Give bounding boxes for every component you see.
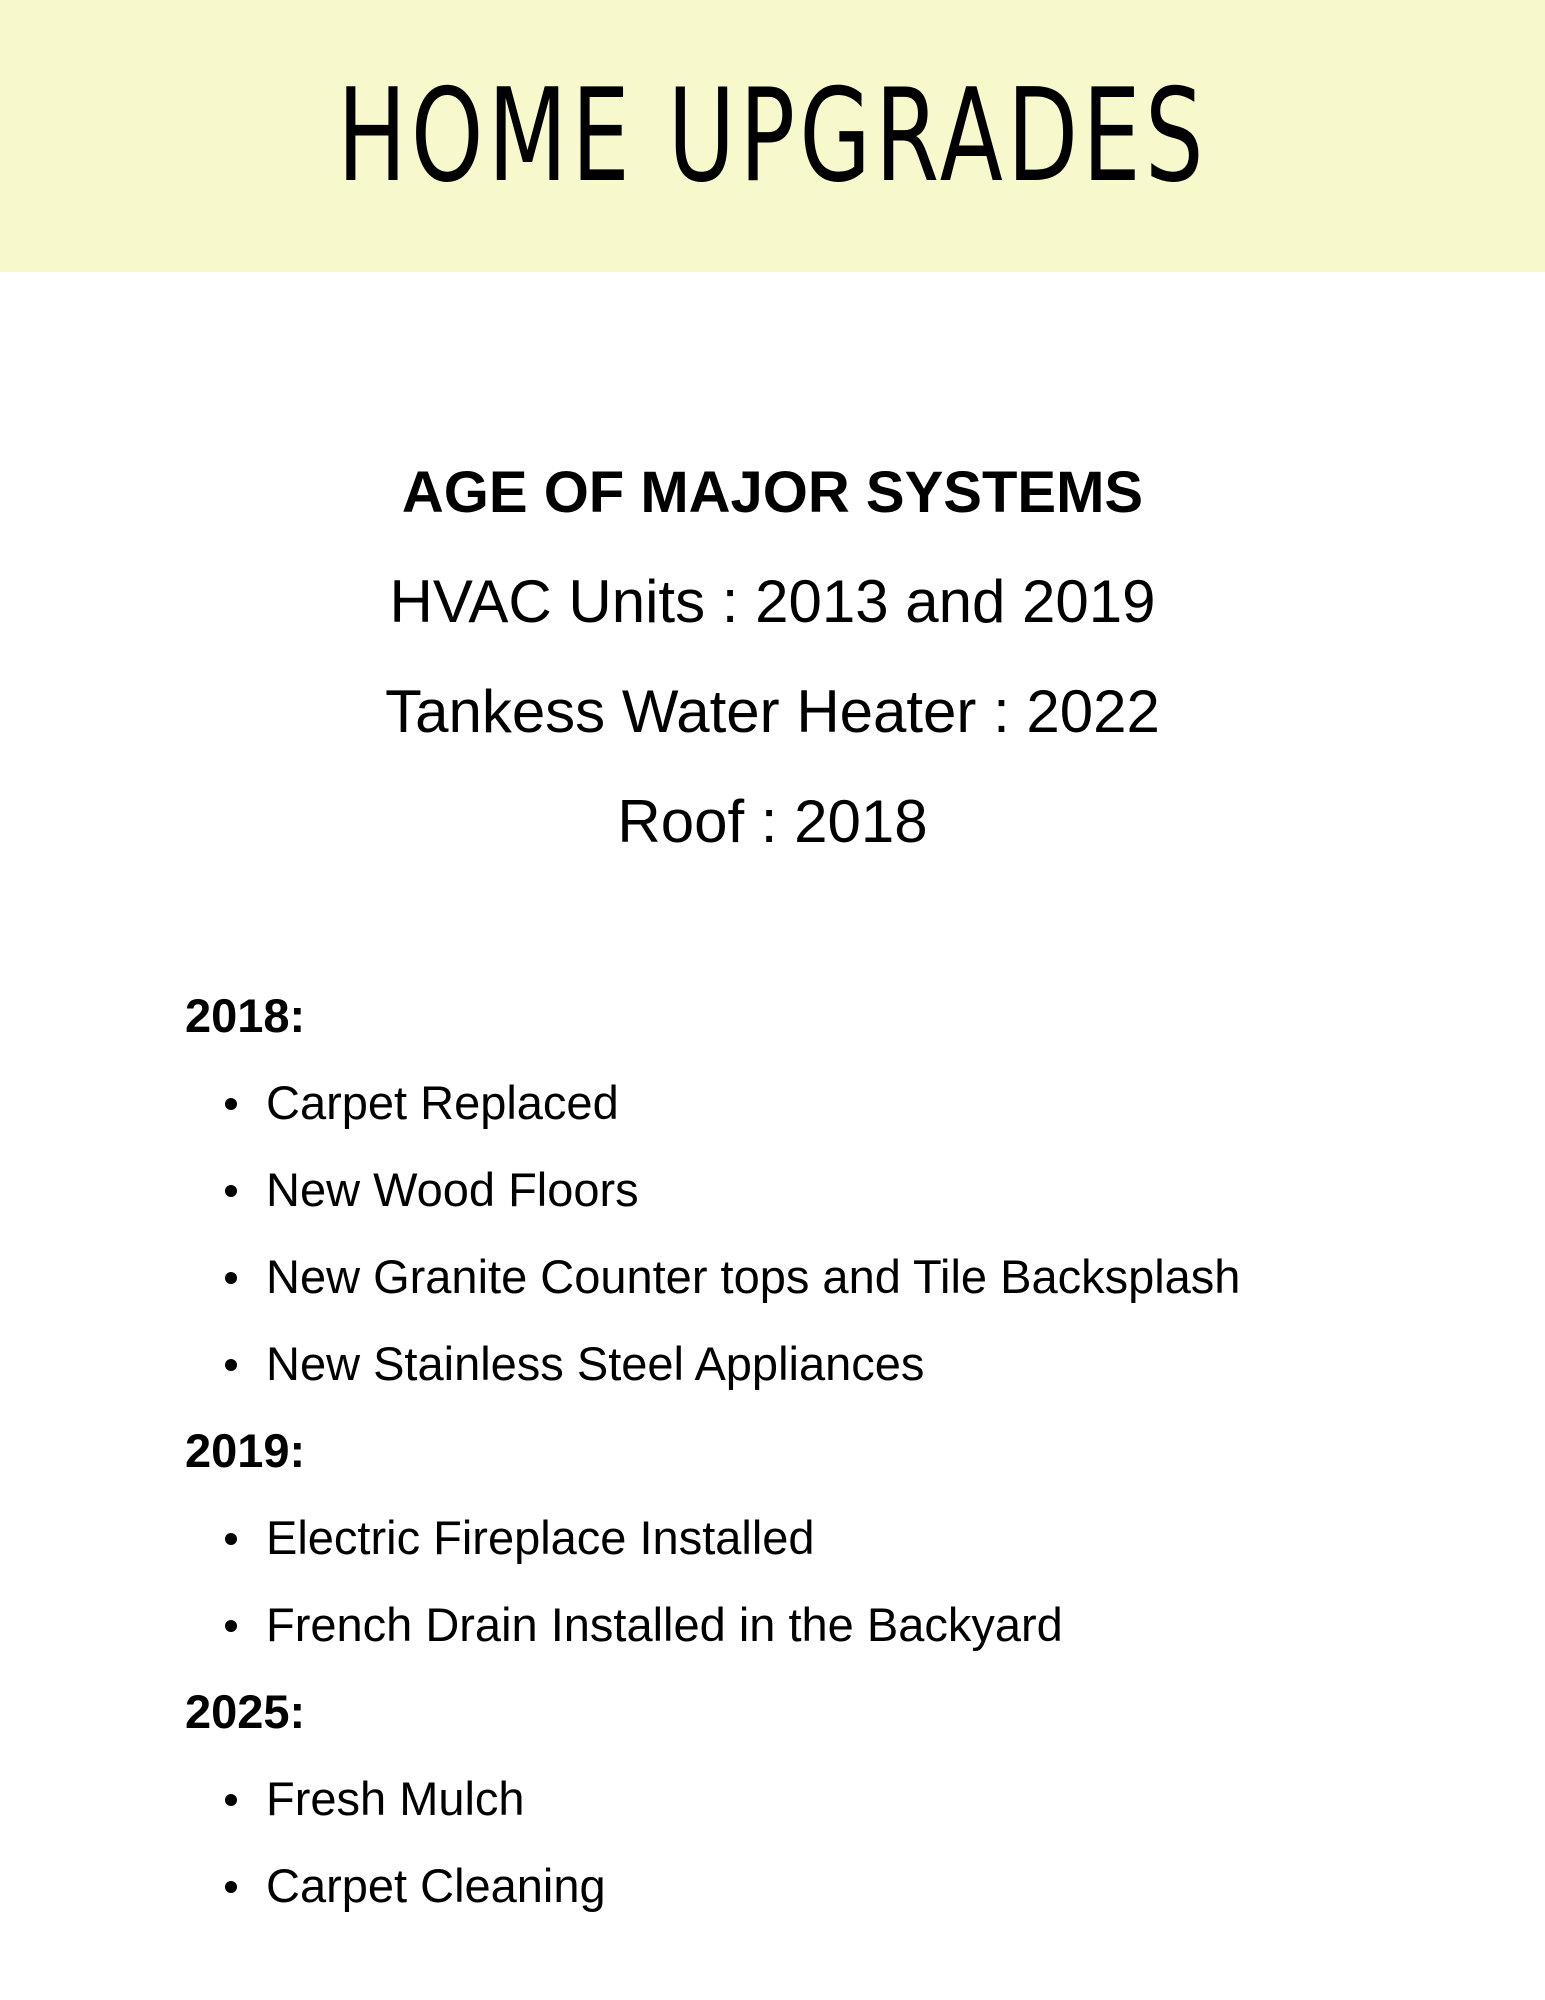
list-item-label: French Drain Installed in the Backyard <box>266 1598 1063 1651</box>
year-heading-2018: 2018: <box>185 989 306 1042</box>
list-item-label: New Wood Floors <box>266 1163 639 1216</box>
bullet-icon <box>225 1098 237 1110</box>
systems-heading: AGE OF MAJOR SYSTEMS <box>401 460 1144 525</box>
system-roof: Roof : 2018 <box>617 788 928 855</box>
list-item-label: Carpet Replaced <box>266 1076 619 1129</box>
list-item <box>225 1073 619 1133</box>
list-item-label: Fresh Mulch <box>266 1772 525 1825</box>
list-item <box>225 1508 815 1568</box>
system-water-heater: Tankess Water Heater : 2022 <box>385 678 1160 745</box>
bullet-icon <box>225 1272 237 1284</box>
year-heading-2019: 2019: <box>185 1424 306 1477</box>
bullet-icon <box>225 1359 237 1371</box>
list-item-label: New Stainless Steel Appliances <box>266 1337 925 1390</box>
list-item <box>225 1247 1240 1307</box>
bullet-icon <box>225 1533 237 1545</box>
year-heading-2025: 2025: <box>185 1685 306 1738</box>
list-item <box>225 1856 606 1916</box>
list-item-label: Carpet Cleaning <box>266 1859 606 1912</box>
bullet-icon <box>225 1185 237 1197</box>
bullet-icon <box>225 1794 237 1806</box>
list-item <box>225 1160 639 1220</box>
page-title: HOME UPGRADES <box>337 61 1208 211</box>
bullet-icon <box>225 1620 237 1632</box>
list-item <box>225 1769 525 1829</box>
bullet-icon <box>225 1881 237 1893</box>
system-hvac: HVAC Units : 2013 and 2019 <box>389 568 1156 635</box>
list-item-label: Electric Fireplace Installed <box>266 1511 815 1564</box>
list-item-label: New Granite Counter tops and Tile Backsplash <box>266 1250 1241 1303</box>
list-item <box>225 1595 1063 1655</box>
list-item <box>225 1334 924 1394</box>
